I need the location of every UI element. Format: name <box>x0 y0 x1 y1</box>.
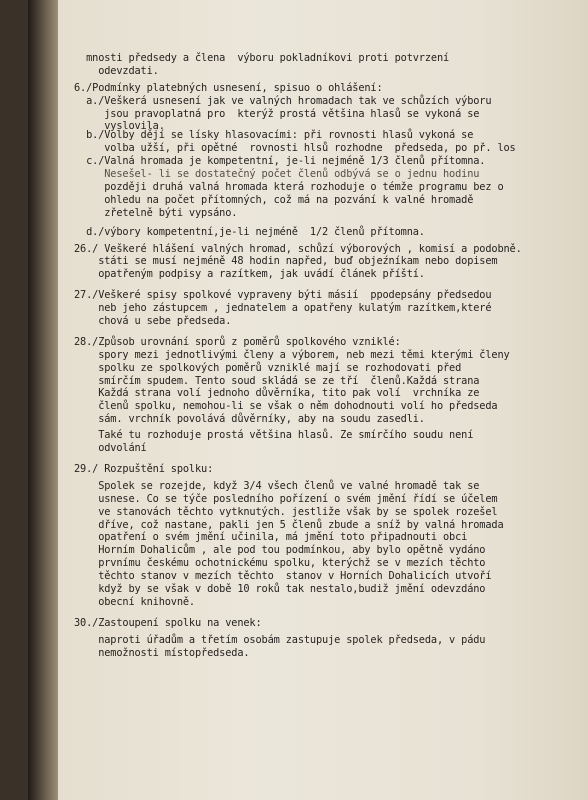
text-line: Spolek se rozejde, když 3/4 všech členů ve valné hromadě tak se <box>74 479 480 492</box>
text-line: nemožnosti místopředseda. <box>74 646 250 659</box>
section-heading-29: 29./ Rozpuštění spolku: <box>74 462 214 475</box>
text-line: členů spolku, nemohou-li se však o něm dohodnouti volí ho předseda <box>74 400 498 413</box>
text-line: volba užší, při opětné rovnosti hlsů rozhodne předseda, po př. los <box>74 142 516 155</box>
text-line: mnosti předsedy a člena výboru pokladníkovi proti potvrzení <box>74 52 450 64</box>
text-line: zřetelně býti vypsáno. <box>74 206 238 219</box>
typed-text-body <box>74 52 588 659</box>
document-page <box>28 0 588 800</box>
text-line: jsou pravoplatná pro kterýž prostá většina hlasů se vykoná se <box>74 107 480 120</box>
text-line: ve stanovách těchto vytknutých. jestliže však by se spolek rozešel <box>74 505 498 518</box>
section-heading-26: 26./ Veškeré hlášení valných hromad, schůzí výborových , komisí a podobně. <box>74 242 522 255</box>
text-line: později druhá valná hromada která rozhoduje o témže programu bez o <box>74 181 504 194</box>
text-line: Horním Dohalicům , ale pod tou podmínkou, aby bylo opětně vydáno <box>74 544 486 557</box>
text-line: opatření o svém jmění učinila, má jmění toto připadnouti obci <box>74 531 468 544</box>
text-line: c./Valná hromada je kompetentní, je-li nejméně 1/3 členů přítomna. <box>74 155 486 168</box>
text-line: opatřeným podpisy a razítkem, jak uvádí článek příští. <box>74 268 425 281</box>
text-line: spory mezi jednotlivými členy a výborem, neb mezi těmi kterými členy <box>74 348 510 361</box>
text-line: Nesešel- li se dostatečný počet členů odbývá se o jednu hodinu <box>74 168 480 181</box>
text-line: odevzdati. <box>74 64 159 77</box>
text-line: vyslovila. <box>74 120 165 133</box>
text-line: naproti úřadům a třetím osobám zastupuje spolek předseda, v pádu <box>74 633 486 646</box>
section-heading-27: 27./Veškeré spisy spolkové vypraveny býti másií ppodepsány předsedou <box>74 289 492 302</box>
text-line: Každá strana volí jednoho důvěrníka, tito pak volí vrchníka ze <box>74 387 480 400</box>
section-heading-28: 28./Způsob urovnání sporů z poměrů spolkového vzniklé: <box>74 335 401 348</box>
text-line: těchto stanov v mezích těchto stanov v Horních Dohalicích utvoří <box>74 570 492 583</box>
text-line: prvnímu českému ochotnickému spolku, kterýchž se v mezích těchto <box>74 557 486 570</box>
text-line: dříve, což nastane, pakli jen 5 členů zbude a sníž by valná hromada <box>74 518 504 531</box>
text-line: usnese. Co se týče posledního pořízení o svém jmění řídí se účelem <box>74 492 498 505</box>
text-line: neb jeho zástupcem , jednatelem a opatřeny kulatým razítkem,které <box>74 302 492 315</box>
text-line: d./výbory kompetentní,je-li nejméně 1/2 členů přítomna. <box>74 225 425 238</box>
text-line: chová u sebe předseda. <box>74 315 232 328</box>
text-line: b./Volby dějí se lísky hlasovacími: při rovnosti hlasů vykoná se <box>74 129 474 142</box>
text-line: státi se musí nejméně 48 hodin napřed, buď objeźníkam nebo dopisem <box>74 255 498 268</box>
text-line: a./Veškerá usnesení jak ve valných hromadach tak ve schůzích výboru <box>74 94 492 107</box>
text-line: odvolání <box>74 442 147 455</box>
text-line: spolku ze spolkových poměrů vzniklé mají se rozhodovati před <box>74 361 462 374</box>
text-line: Také tu rozhoduje prostá většina hlasů. Ze smírčího soudu není <box>74 429 474 442</box>
section-heading-30: 30./Zastoupení spolku na venek: <box>74 616 262 629</box>
text-line: ohledu na počet přítomných, což má na pozvání k valné hromadě <box>74 193 474 206</box>
text-line: sám. vrchník povolává důvěrníky, aby na soudu zasedli. <box>74 413 425 426</box>
page-fold-shadow <box>28 0 58 800</box>
section-heading-6: 6./Podmínky platebných usnesení, spisuo o ohlášení: <box>74 81 383 94</box>
text-line: když by se však v době 10 roků tak nestalo,budiž jmění odevzdáno <box>74 582 486 595</box>
text-line: obecní knihovně. <box>74 595 195 608</box>
text-line: smírčím spudem. Tento soud skládá se ze tří členů.Každá strana <box>74 374 480 387</box>
